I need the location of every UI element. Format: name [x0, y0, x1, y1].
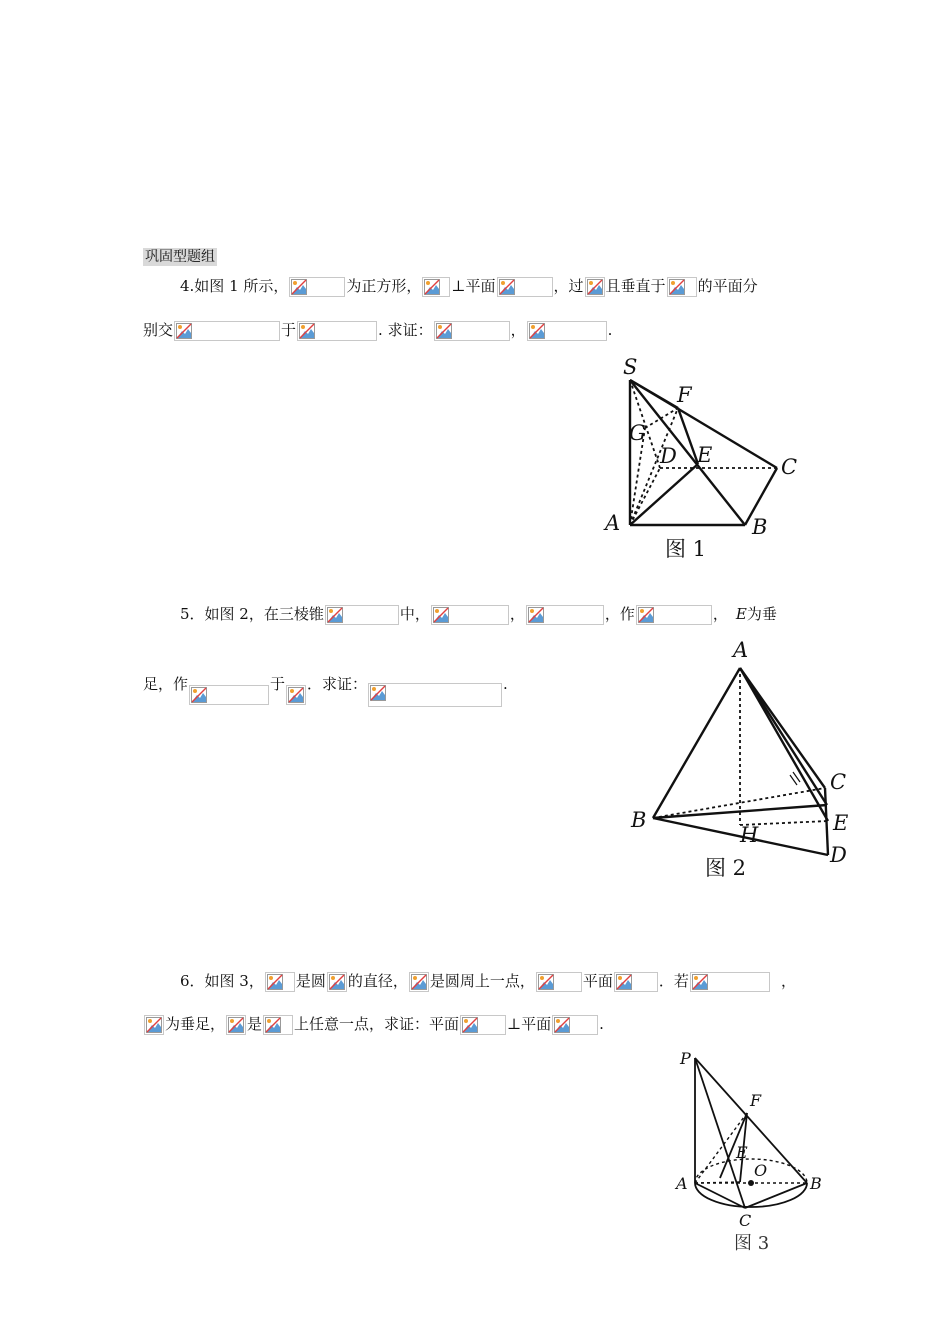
figure-1-label: A	[605, 511, 621, 535]
problem-4-line-2	[143, 320, 612, 341]
formula-placeholder	[286, 685, 306, 705]
formula-placeholder	[226, 1015, 246, 1035]
figure-2	[625, 635, 855, 885]
problem-6-text: 平面	[582, 972, 613, 990]
broken-image-icon	[329, 974, 345, 990]
problem-6-text: .	[599, 1015, 604, 1033]
problem-5-line-1	[180, 604, 777, 625]
broken-image-icon	[291, 279, 307, 295]
problem-5-text: .	[503, 675, 508, 693]
problem-4-text: ，过	[553, 277, 584, 295]
problem-4-text: ⊥平面	[451, 277, 496, 295]
problem-4-text: 且垂直于	[605, 277, 666, 295]
broken-image-icon	[265, 1017, 281, 1033]
broken-image-icon	[538, 974, 554, 990]
broken-image-icon	[299, 323, 315, 339]
formula-placeholder	[431, 605, 509, 625]
figure-3	[670, 1040, 830, 1260]
problem-6-text: 的直径，	[347, 972, 408, 990]
formula-placeholder	[265, 972, 295, 992]
figure-3-label: P	[680, 1049, 691, 1068]
problem-6-text: 是圆周上一点，	[429, 972, 535, 990]
figure-3-label: B	[810, 1174, 822, 1193]
formula-placeholder	[497, 277, 553, 297]
figure-1-label: E	[697, 443, 713, 467]
formula-placeholder	[690, 972, 770, 992]
broken-image-icon	[411, 974, 427, 990]
figure-1-label: C	[781, 455, 798, 479]
broken-image-icon	[587, 279, 603, 295]
formula-placeholder	[174, 321, 280, 341]
problem-6-text: ，	[780, 972, 796, 990]
formula-placeholder	[422, 277, 450, 297]
problem-4-text: . 求证：	[378, 321, 433, 339]
problem-4-text: 为正方形，	[346, 277, 422, 295]
problem-4-text: 4.如图 1 所示，	[180, 277, 289, 295]
formula-placeholder	[434, 321, 510, 341]
problem-5-text: ，	[712, 605, 728, 623]
formula-placeholder	[636, 605, 712, 625]
broken-image-icon	[327, 607, 343, 623]
problem-6-text: ⊥平面	[507, 1015, 552, 1033]
problem-4-text: 别交	[143, 321, 174, 339]
formula-placeholder	[614, 972, 658, 992]
figure-2-label: D	[830, 843, 847, 867]
problem-4-line-1	[180, 276, 758, 297]
figure-1-label: B	[752, 515, 768, 539]
problem-5-text: E	[735, 605, 747, 623]
figure-2-label: B	[631, 808, 647, 832]
formula-placeholder	[263, 1015, 293, 1035]
broken-image-icon	[528, 607, 544, 623]
broken-image-icon	[228, 1017, 244, 1033]
formula-placeholder	[144, 1015, 164, 1035]
broken-image-icon	[288, 687, 304, 703]
problem-4-text: .	[607, 321, 613, 339]
broken-image-icon	[191, 687, 207, 703]
formula-placeholder	[460, 1015, 506, 1035]
section-title: 巩固型题组	[145, 249, 215, 265]
formula-placeholder	[526, 605, 604, 625]
formula-placeholder	[667, 277, 697, 297]
figure-3-label: F	[750, 1091, 762, 1110]
figure-1-label: F	[677, 383, 692, 407]
broken-image-icon	[554, 1017, 570, 1033]
formula-placeholder	[289, 277, 345, 297]
broken-image-icon	[638, 607, 654, 623]
figure-3-label: E	[736, 1143, 748, 1162]
formula-placeholder	[325, 605, 399, 625]
figure-3-label: O	[754, 1161, 768, 1180]
formula-placeholder	[552, 1015, 598, 1035]
problem-5-text: 足，作	[143, 675, 189, 693]
figure-1-label: D	[660, 444, 677, 468]
problem-6-text: 上任意一点，求证：平面	[294, 1015, 460, 1033]
problem-4-text: 的平面分	[697, 277, 758, 295]
broken-image-icon	[669, 279, 685, 295]
broken-image-icon	[146, 1017, 162, 1033]
figure-1-label: S	[623, 355, 638, 379]
formula-placeholder	[536, 972, 582, 992]
formula-placeholder	[297, 321, 377, 341]
figure-3-center-point	[748, 1180, 754, 1186]
figure-1	[595, 350, 815, 565]
formula-placeholder	[585, 277, 605, 297]
broken-image-icon	[616, 974, 632, 990]
problem-4-text: ，	[510, 321, 526, 339]
figure-2-label: E	[833, 811, 849, 835]
problem-5-text: 于	[270, 675, 286, 693]
figure-2-label: C	[830, 770, 847, 794]
problem-5-line-2	[143, 663, 508, 707]
formula-placeholder	[527, 321, 607, 341]
figure-2-label: H	[740, 823, 759, 847]
problem-5-text: ，	[509, 605, 525, 623]
formula-placeholder	[368, 683, 502, 707]
broken-image-icon	[176, 323, 192, 339]
broken-image-icon	[462, 1017, 478, 1033]
figure-1-label: G	[629, 421, 646, 445]
broken-image-icon	[436, 323, 452, 339]
broken-image-icon	[529, 323, 545, 339]
formula-placeholder	[409, 972, 429, 992]
problem-6-text: 是	[247, 1015, 263, 1033]
broken-image-icon	[267, 974, 283, 990]
formula-placeholder	[189, 685, 269, 705]
problem-6-text: 是圆	[295, 972, 326, 990]
problem-6-line-1	[180, 971, 796, 992]
figure-3-caption: 图 3	[734, 1233, 770, 1254]
problem-5-text: 中，	[399, 605, 430, 623]
broken-image-icon	[424, 279, 440, 295]
figure-2-label: A	[733, 638, 749, 662]
broken-image-icon	[370, 685, 386, 701]
problem-5-text: 为垂	[746, 605, 777, 623]
problem-6-text: 为垂足，	[165, 1015, 226, 1033]
formula-placeholder	[327, 972, 347, 992]
problem-5-text: 5．如图 2，在三棱锥	[180, 605, 324, 623]
problem-4-text: 于	[281, 321, 297, 339]
broken-image-icon	[499, 279, 515, 295]
problem-6-line-2	[143, 1014, 604, 1035]
figure-3-label: C	[739, 1211, 752, 1230]
broken-image-icon	[433, 607, 449, 623]
figure-2-caption: 图 2	[705, 856, 747, 880]
broken-image-icon	[692, 974, 708, 990]
problem-5-text: ，作	[604, 605, 635, 623]
figure-1-caption: 图 1	[665, 537, 707, 561]
figure-3-label: A	[676, 1174, 688, 1193]
problem-5-text: ．求证：	[307, 675, 368, 693]
problem-6-text: ．若	[658, 972, 689, 990]
problem-6-text: 6．如图 3，	[180, 972, 264, 990]
